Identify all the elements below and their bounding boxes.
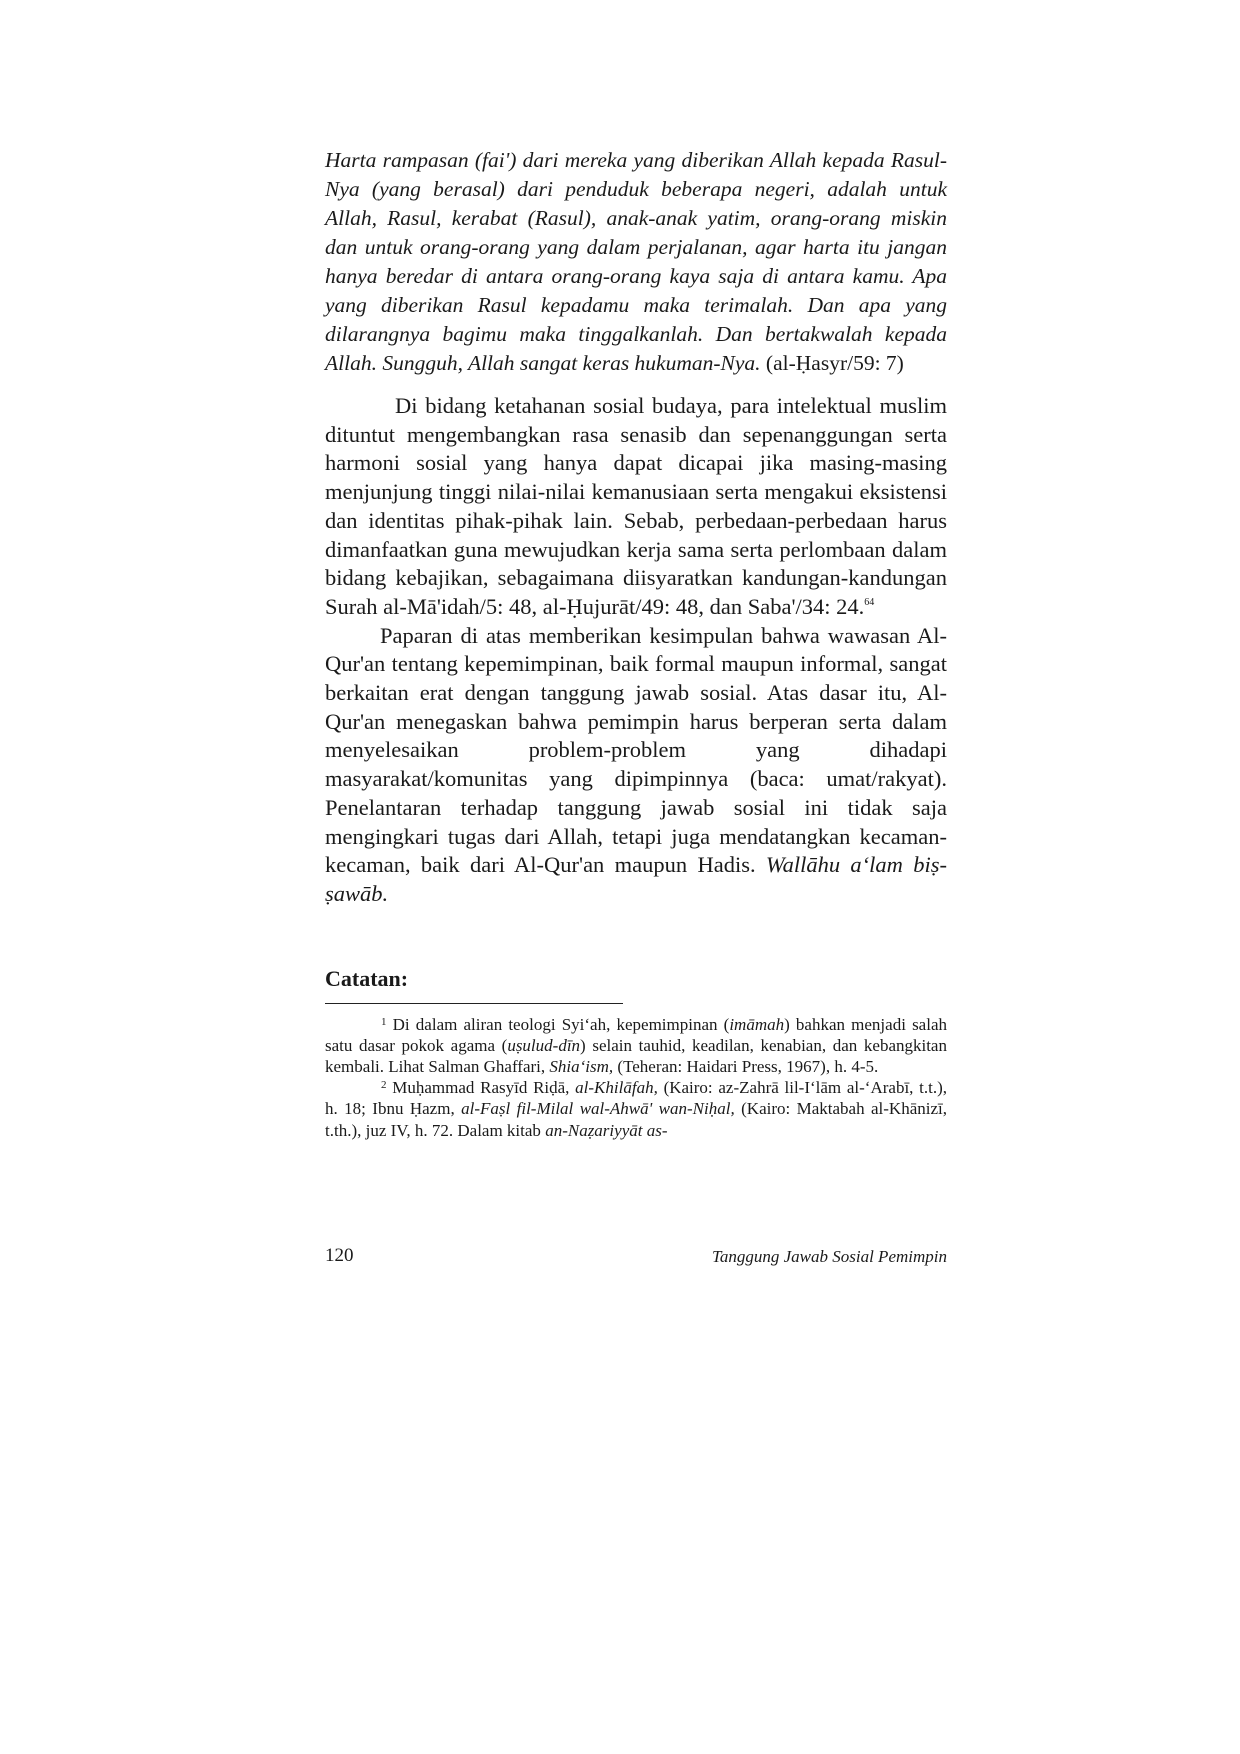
footnote-number: 1	[381, 1015, 387, 1028]
notes-heading: Catatan:	[325, 965, 409, 991]
footnote-text: (Kairo: Maktabah al-Khānizī, t.th.), juz IV, h. 72. Dalam kitab	[325, 1099, 947, 1140]
footnote-text: (Kairo: az-Zahrā lil-I‘lām al-‘Arabī, t.t.), h. 18; Ibnu Ḥazm,	[325, 1078, 948, 1119]
footnote-number: 2	[381, 1079, 387, 1092]
footnote-divider	[325, 1003, 623, 1004]
footnote-term: uṣulud-dīn	[507, 1035, 581, 1055]
footnote-book-title: an-Naẓariyyāt as-	[545, 1120, 668, 1140]
running-title: Tanggung Jawab Sosial Pemimpin	[711, 1247, 947, 1266]
footnote-text: ) bahkan menjadi salah satu dasar pokok agama (	[325, 1014, 947, 1055]
page-number: 120	[325, 1245, 354, 1266]
footnote-text: (Teheran: Haidari Press, 1967), h. 4-5.	[617, 1057, 879, 1077]
quote-text: Harta rampasan (fai') dari mereka yang diberikan Allah kepada Rasul-Nya (yang berasal) dari penduduk beberapa negeri, adalah untuk Allah, Rasul, kerabat (Rasul), anak-anak yatim, orang-orang miskin dan untuk orang-orang yang dalam perjalanan, agar harta itu jangan hanya beredar di antara orang-orang kaya saja di antara kamu. Apa yang diberikan Rasul kepadamu maka terimalah. Dan apa yang dilarangnya bagimu maka tinggalkanlah. Dan bertakwalah kepada Allah. Sungguh, Allah sangat keras hukuman-Nya.	[325, 148, 947, 375]
paragraph-social-resilience	[325, 392, 947, 622]
footnote-book-title: Shia‘ism,	[549, 1057, 614, 1077]
paragraph-text: Paparan di atas memberikan kesimpulan bahwa wawasan Al-Qur'an tentang kepemimpinan, baik formal maupun informal, sangat berkaitan erat dengan tanggung jawab sosial. Atas dasar itu, Al-Qur'an menegaskan bahwa pemimpin harus berperan serta dalam menyelesaikan problem-problem yang dihadapi masyarakat/komunitas yang dipimpinnya (baca: umat/rakyat). Penelantaran terhadap tanggung jawab sosial ini tidak saja mengingkari tugas dari Allah, tetapi juga mendatangkan kecaman-kecaman, baik dari Al-Qur'an maupun Hadis.	[325, 622, 947, 878]
paragraph-conclusion	[325, 622, 947, 909]
footnote-book-title: al-Khilāfah,	[575, 1078, 658, 1098]
footnote-book-title: al-Faṣl fil-Milal wal-Ahwā' wan-Niḥal,	[461, 1099, 735, 1119]
footnote-text: Muḥammad Rasyīd Riḍā,	[392, 1078, 570, 1098]
footnote-1	[325, 1014, 947, 1078]
quran-quote	[325, 146, 947, 378]
paragraph-text: Di bidang ketahanan sosial budaya, para intelektual muslim dituntut mengembangkan rasa senasib dan sepenanggungan serta harmoni sosial yang hanya dapat dicapai jika masing-masing menjunjung tinggi nilai-nilai kemanusiaan serta mengakui eksistensi dan identitas pihak-pihak lain. Sebab, perbedaan-perbedaan harus dimanfaatkan guna mewujudkan kerja sama serta perlombaan dalam bidang kebajikan, sebagaimana diisyaratkan kandungan-kandungan Surah al-Mā'idah/5: 48, al-Ḥujurāt/49: 48, dan Saba'/34: 24.	[325, 393, 947, 619]
quote-reference: (al-Ḥasyr/59: 7)	[765, 351, 904, 375]
footnote-text: Di dalam aliran teologi Syi‘ah, kepemimpinan (	[392, 1014, 730, 1034]
footnote-marker[interactable]: 64	[864, 596, 875, 608]
footnote-text: ) selain tauhid, keadilan, kenabian, dan kebangkitan kembali. Lihat Salman Ghaffari,	[325, 1035, 947, 1077]
closing-phrase: Wallāhu a‘lam biṣ-ṣawāb.	[325, 852, 947, 906]
footnote-2	[325, 1077, 947, 1141]
footnote-term: imāmah	[729, 1014, 785, 1034]
page-body	[325, 146, 947, 1141]
